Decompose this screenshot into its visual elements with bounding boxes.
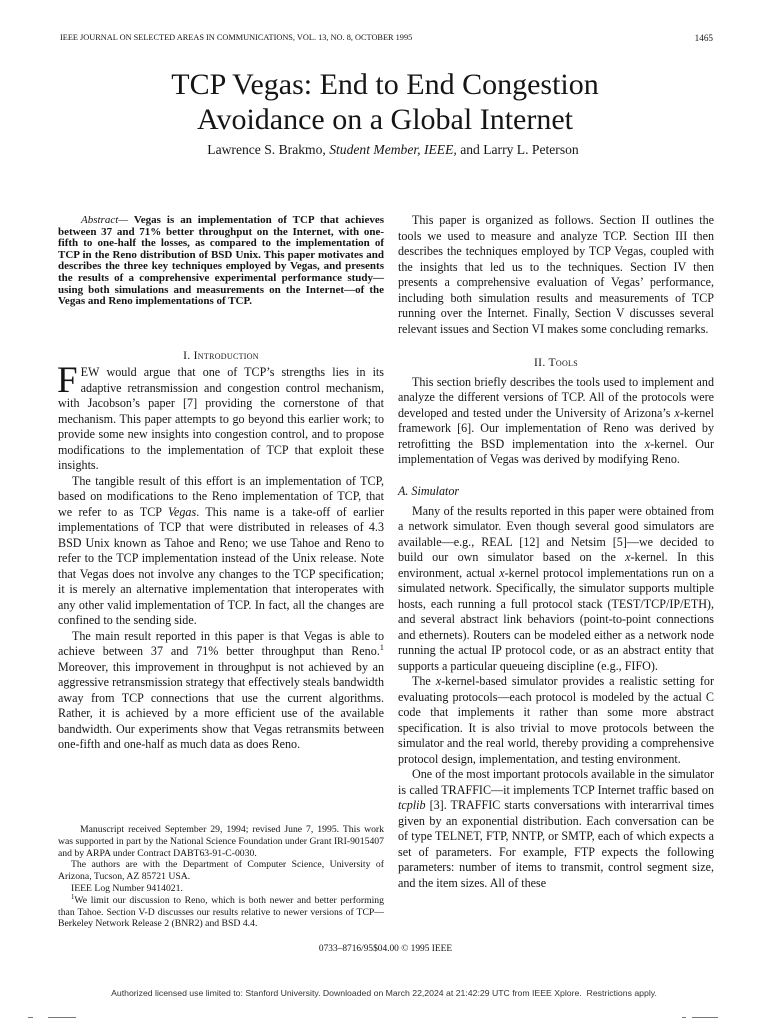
italic-text: x: [625, 550, 631, 564]
journal-header: IEEE JOURNAL ON SELECTED AREAS IN COMMUNICATIONS, VOL. 13, NO. 8, OCTOBER 1995: [60, 33, 413, 42]
italic-text: x: [644, 436, 651, 451]
italic-text: x: [499, 565, 505, 580]
subsection-heading-simulator: A. Simulator: [398, 483, 460, 498]
simulator-paragraph-2: [398, 674, 714, 767]
license-notice: Authorized licensed use limited to: Stanford University. Downloaded on March 22,2024 at 21:42:29 UTC from IEEE Xplore. Restrictions apply.: [111, 988, 657, 998]
simulator-paragraph-3: [398, 767, 714, 891]
left-column: [58, 215, 384, 753]
italic-text: tcplib: [398, 798, 426, 812]
intro-paragraph-2: [58, 474, 384, 629]
text-run: [3]. TRAFFIC starts conversations with interarrival times given by an exponential distribution. Each conversation can be of type TELNET, FTP, NNTP, or SMTP, each of which expects a set of parameters. For example, FTP expects the following parameters: number of items to transmit, control segment size, and the item sizes. All of these: [398, 798, 714, 890]
text-run: We limit our discussion to Reno, which is both newer and better performing than Tahoe. Section V-D discusses our results relative to newer versions of TCP—Berkeley Network Release 2 (BNR2) and BSD 4.4.: [58, 894, 384, 930]
section-heading-tools: II. Tools: [534, 355, 578, 369]
copyright-line: 0733–8716/95$04.00 © 1995 IEEE: [318, 944, 453, 954]
intro-paragraph-1: [57, 360, 384, 474]
footnote-affiliation: The authors are with the Department of Computer Science, University of Arizona, Tucson, AZ 85721 USA.: [58, 859, 384, 883]
small-caps-text: EW: [80, 365, 100, 380]
page-number: 1465: [694, 33, 713, 43]
text-run: The: [412, 674, 436, 688]
text-run: -kernel-based simulator provides a realistic setting for evaluating protocols—each protocol is modeled by the actual C code that implements it rather than some more abstract specification. It is also trivial to move protocols between the simulator and the real world, thereby providing a comprehensive protocol design, implementation, and testing environment.: [398, 674, 714, 766]
drop-cap: F: [57, 360, 78, 402]
text-run: -kernel. In this environment, actual: [398, 550, 714, 580]
footnote-marker: 1: [71, 893, 75, 901]
footnote-manuscript: Manuscript received September 29, 1994; revised June 7, 1995. This work was supported in part by the National Science Foundation under Grant IRI-9015407 and by ARPA under Contract DABT63-91-C-0030.: [58, 824, 384, 859]
scan-mark: [682, 1017, 686, 1018]
text-run: -kernel. Our implementation of Vegas was derived by modifying Reno.: [398, 436, 714, 466]
section-heading-introduction: I. Introduction: [183, 348, 259, 362]
paper-title: [0, 67, 770, 137]
text-run: Moreover, this improvement in throughput is not achieved by an aggressive retransmission strategy that effectively steals bandwidth away from TCP connections that use the current algorithms. Rather, it is achieved by a more efficient use of the available bandwidth. Our experiments show that Vegas retransmits between one-fifth and one-half as much data as does Reno.: [58, 659, 384, 752]
text-run: -kernel framework [6]. Our implementation of Reno was derived by retrofitting the BSD implementation into the: [398, 405, 714, 451]
text-run: would argue that one of TCP’s strengths lies in its adaptive retransmission and congestion control mechanism, with Jacobson’s paper [7] providing the cornerstone of that mechanism. This paper attempts to go beyond this earlier work; to provide some new insights into congestion control, and to propose modifications to the implementation of TCP that exploit these insights.: [58, 365, 384, 473]
text-run: Many of the results reported in this paper were obtained from a network simulator. Even though several good simulators are available—e.g., REAL [12] and Netsim [5]—we decided to build our own simulator based on the: [398, 503, 714, 564]
footnote-1: [58, 895, 384, 930]
simulator-paragraph-1: [398, 504, 714, 675]
text-run: Lawrence S. Brakmo,: [207, 142, 330, 157]
text-run: Vegas is an implementation of TCP that achieves between 37 and 71% better throughput on the Internet, with one-fifth to one-half the losses, as compared to the implementation of TCP in the Reno distribution of BSD Unix. This paper motivates and describes the three key techniques employed by Vegas, and presents the results of a comprehensive experimental performance study—using both simulations and measurements on the Internet—of the Vegas and Reno implementations of TCP.: [58, 214, 384, 308]
title-line-1: TCP Vegas: End to End Congestion: [171, 68, 599, 101]
author-line: [8, 142, 770, 158]
footnote-marker: 1: [379, 642, 384, 653]
italic-text: Abstract—: [81, 214, 129, 226]
scan-mark: [692, 1017, 718, 1018]
organization-paragraph: [398, 213, 714, 337]
text-run: The main result reported in this paper is that Vegas is able to achieve between 37 and 71% better throughput than Reno.: [58, 628, 384, 659]
scan-mark: [28, 1017, 33, 1018]
scan-mark: [48, 1017, 76, 1018]
text-run: One of the most important protocols available in the simulator is called TRAFFIC—it implements TCP Internet traffic based on: [398, 767, 714, 797]
text-run: The tangible result of this effort is an implementation of TCP, based on modifications to the Reno implementation of TCP, that we refer to as TCP: [58, 473, 384, 519]
text-run: This section briefly describes the tools used to implement and analyze the different versions of TCP. All of the protocols were developed and tested under the University of Arizona’s: [398, 374, 714, 420]
italic-text: Student Member, IEEE,: [329, 142, 457, 157]
italic-text: x: [674, 405, 680, 420]
italic-text: Vegas: [167, 504, 197, 519]
italic-text: x: [435, 674, 442, 688]
text-run: -kernel protocol implementations run on a simulated network. Specifically, the simulator supports multiple hosts, each running a full protocol stack (TEST/TCP/IP/ETH), and several abstract link behaviors (point-to-point connections and ethernets). Routers can be modeled either as a network node running the actual IP protocol code, or as an abstract entity that supports a particular queueing discipline (e.g., FIFO).: [398, 565, 714, 673]
tools-paragraph: [398, 375, 714, 468]
intro-paragraph-3: [58, 629, 384, 753]
text-run: and Larry L. Peterson: [456, 142, 579, 157]
text-run: This paper is organized as follows. Section II outlines the tools we used to measure and analyze TCP. Section III then describes the techniques employed by TCP Vegas, coupled with the insights that led us to the techniques. Section IV then presents a comprehensive evaluation of Vegas’ performance, including both simulation results and measurements of TCP running over the Internet. Finally, Section V discusses several relevant issues and Section VI makes some concluding remarks.: [398, 213, 714, 336]
footnotes: [58, 824, 384, 930]
text-run: . This name is a take-off of earlier implementations of TCP that were distributed in releases of 4.3 BSD Unix known as Tahoe and Reno; we use Tahoe and Reno to refer to the TCP implementation instead of the Unix release. Note that Vegas does not involve any changes to the TCP specification; it is merely an alternative implementation that interoperates with any other valid implementation of TCP. In fact, all the changes are confined to the sending side.: [58, 504, 384, 628]
title-line-2: Avoidance on a Global Internet: [197, 103, 573, 136]
abstract: [58, 215, 384, 308]
right-column: [398, 213, 714, 891]
footnote-log-number: IEEE Log Number 9414021.: [71, 882, 183, 894]
